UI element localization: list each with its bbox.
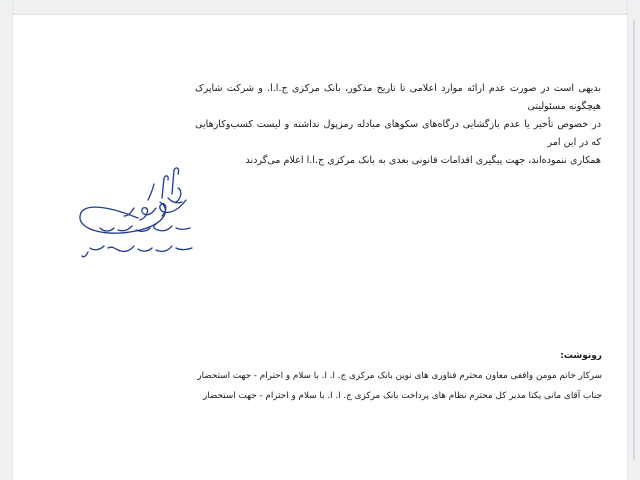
letter-body xyxy=(195,80,601,170)
scrollbar-track[interactable] xyxy=(633,20,635,460)
cc-recipient-line: جناب آقای مانی یکتا مدیر کل محترم نظام های پرداخت بانک مرکزی ج. ا. ا. با سلام و احترام - جهت استحضار xyxy=(203,391,602,401)
viewer-scrollbar[interactable] xyxy=(627,0,640,480)
handwritten-signature xyxy=(68,158,198,268)
cc-recipient-line: سرکار خانم مومن واقفی معاون محترم فناوری های نوین بانک مرکزی ج. ا. ا. با سلام و احترام - جهت استحضار xyxy=(197,371,602,381)
cc-title: رونوشت: xyxy=(560,351,602,361)
letter-body-line: همکاری ننموده‌اند، جهت پیگیری اقدامات قانونی بعدی به بانک مرکزی ج.ا.ا اعلام می‌گردند xyxy=(245,155,601,166)
letter-body-line: بدیهی است در صورت عدم ارائه موارد اعلامی تا تاریخ مذکور، بانک مرکزی ج.ا.ا. و شرکت شاپرک هیچگونه مسئولیتی xyxy=(195,83,601,112)
carbon-copy-section xyxy=(190,349,602,406)
viewer-top-bar xyxy=(0,0,640,15)
letter-body-line: در خصوص تأخیر یا عدم بازگشایی درگاه‌های سکوهای مبادله رمزپول نداشته و لیست کسب‌وکارهایی که در این امر xyxy=(195,119,601,148)
viewer-left-margin xyxy=(0,0,13,480)
